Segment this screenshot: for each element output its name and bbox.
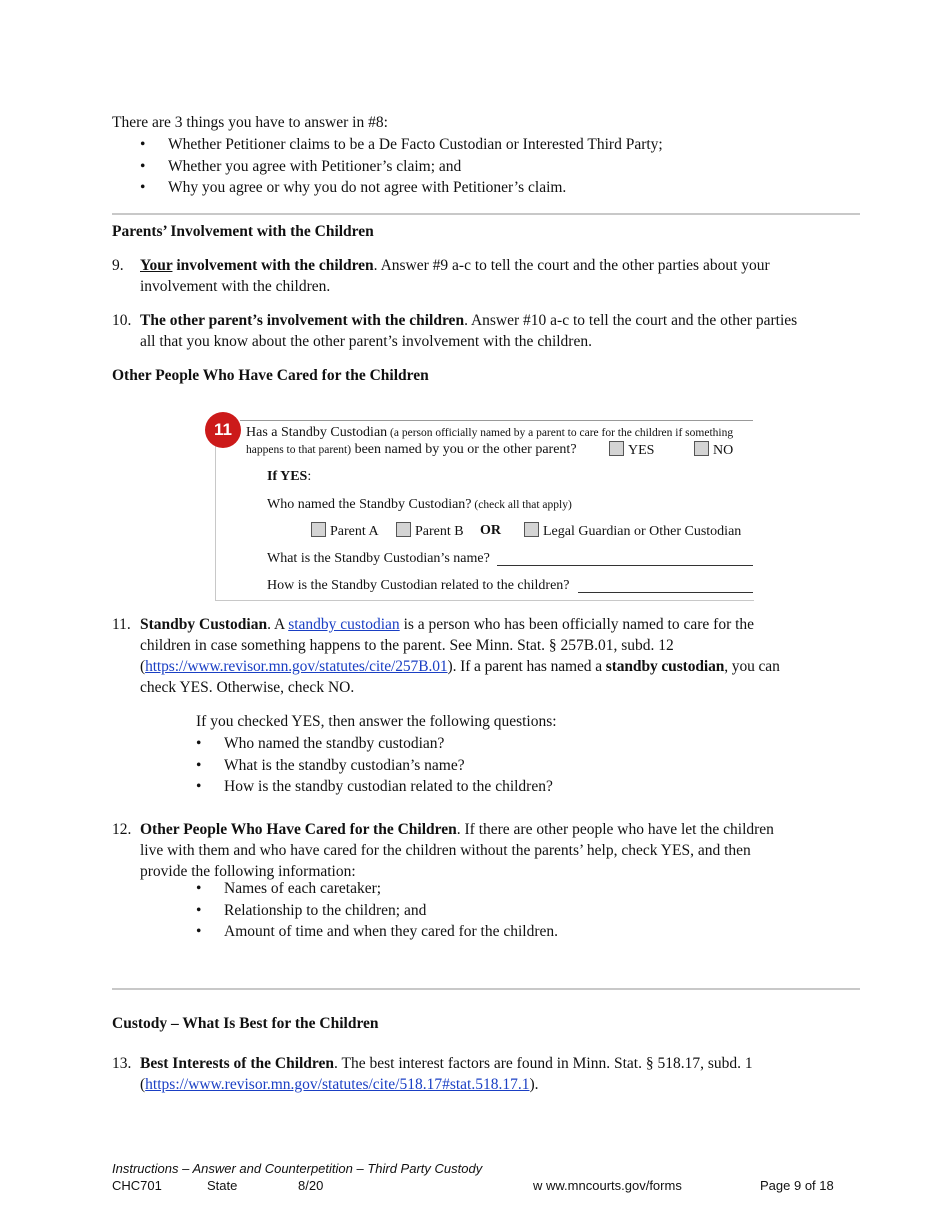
no-label: NO: [713, 443, 734, 458]
item-9-bold-underline: Your: [140, 257, 173, 274]
section-divider: [112, 213, 860, 215]
item-12-bold: Other People Who Have Cared for the Children: [140, 821, 457, 838]
item-10-text: [140, 310, 860, 352]
legal-guardian-label: Legal Guardian or Other Custodian: [543, 524, 742, 539]
list-item: • How is the standby custodian related to the children?: [196, 776, 796, 798]
footer-state: State: [207, 1178, 238, 1193]
if-yes-bold: If YES: [267, 469, 308, 484]
no-checkbox[interactable]: [694, 441, 709, 456]
parent-a-option[interactable]: [311, 522, 379, 541]
section-divider: [112, 988, 860, 990]
standby-question-line1: [246, 424, 733, 442]
item-number: 13.: [112, 1055, 132, 1072]
standby-question-end: been named by you or the other parent?: [351, 442, 577, 457]
item-12-bullet-list: [196, 878, 796, 943]
item-11-t2: is a person who has been officially named to care for the: [399, 616, 755, 633]
item-10-bold: The other parent’s involvement with the children: [140, 312, 465, 329]
standby-question-line2: [246, 441, 577, 459]
form-excerpt-top-rule: [240, 420, 753, 421]
item-number: 10.: [112, 312, 132, 329]
parent-a-label: Parent A: [330, 524, 379, 539]
item-11-line4: check YES. Otherwise, check NO.: [140, 679, 355, 696]
no-option[interactable]: [694, 441, 733, 460]
intro-bullet-list: [140, 134, 860, 199]
item-9-bold: involvement with the children: [172, 257, 374, 274]
yes-checkbox[interactable]: [609, 441, 624, 456]
legal-guardian-option[interactable]: [524, 522, 741, 541]
item-11-sub-intro: If you checked YES, then answer the following questions:: [196, 713, 557, 730]
item-13-paren-open: (: [140, 1076, 146, 1093]
parent-b-option[interactable]: [396, 522, 464, 541]
item-11-bold2: standby custodian: [605, 658, 725, 675]
standby-custodian-link[interactable]: standby custodian: [288, 616, 400, 633]
list-item: • Whether Petitioner claims to be a De Facto Custodian or Interested Third Party;: [140, 134, 860, 156]
list-item: • Whether you agree with Petitioner’s claim; and: [140, 156, 860, 178]
item-13-paren-close: ).: [529, 1076, 539, 1093]
list-item: • Relationship to the children; and: [196, 900, 796, 922]
who-named-small: (check all that apply): [471, 499, 572, 511]
section-heading-custody: Custody – What Is Best for the Children: [112, 1015, 379, 1032]
footer-date: 8/20: [298, 1178, 324, 1193]
custodian-name-question: What is the Standby Custodian’s name?: [267, 551, 490, 566]
if-yes-label: [267, 468, 311, 486]
item-10-line2: all that you know about the other parent’s involvement with the children.: [140, 333, 592, 350]
item-number: 12.: [112, 821, 132, 838]
item-9-line1: . Answer #9 a-c to tell the court and the other parties about your: [373, 257, 770, 274]
item-12-line3: provide the following information:: [140, 863, 356, 880]
custodian-relation-field[interactable]: [578, 592, 753, 593]
standby-question-small2: happens to that parent): [246, 444, 352, 456]
if-yes-colon: :: [307, 469, 312, 484]
list-item: • Names of each caretaker;: [196, 878, 796, 900]
item-11-paren-open: (: [140, 658, 146, 675]
list-item: • Why you agree or why you do not agree with Petitioner’s claim.: [140, 177, 860, 199]
item-11-t1: . A: [267, 616, 289, 633]
section-heading-parents-involvement: Parents’ Involvement with the Children: [112, 223, 374, 240]
statute-257b-link[interactable]: https://www.revisor.mn.gov/statutes/cite/257B.01: [145, 658, 448, 675]
item-11-t3: ). If a parent has named a: [447, 658, 606, 675]
section-heading-other-people: Other People Who Have Cared for the Children: [112, 367, 429, 384]
intro-text: There are 3 things you have to answer in #8:: [112, 114, 388, 131]
footer-website: w ww.mncourts.gov/forms: [533, 1178, 682, 1193]
list-item: • What is the standby custodian’s name?: [196, 755, 796, 777]
yes-option[interactable]: [609, 441, 654, 460]
item-number: 9.: [112, 257, 124, 274]
item-13-bold: Best Interests of the Children: [140, 1055, 335, 1072]
custodian-name-field[interactable]: [497, 565, 753, 566]
question-number-badge: 11: [205, 412, 241, 448]
statute-518-link[interactable]: https://www.revisor.mn.gov/statutes/cite/518.17#stat.518.17.1: [145, 1076, 530, 1093]
item-13-t1: . The best interest factors are found in Minn. Stat. § 518.17, subd. 1: [334, 1055, 753, 1072]
who-named-question: [267, 496, 572, 514]
legal-guardian-checkbox[interactable]: [524, 522, 539, 537]
item-10-line1: . Answer #10 a-c to tell the court and the other parties: [464, 312, 798, 329]
parent-b-checkbox[interactable]: [396, 522, 411, 537]
parent-b-label: Parent B: [415, 524, 464, 539]
item-13-text: [140, 1053, 860, 1095]
standby-question-main: Has a Standby Custodian: [246, 425, 388, 440]
yes-label: YES: [628, 443, 655, 458]
item-12-line2: live with them and who have cared for the children without the parents’ help, check YES, and then: [140, 842, 751, 859]
footer-form-code: CHC701: [112, 1178, 162, 1193]
parent-a-checkbox[interactable]: [311, 522, 326, 537]
standby-question-small: (a person officially named by a parent to care for the children if something: [387, 427, 734, 439]
item-11-sub-list: [196, 733, 796, 798]
item-number: 11.: [112, 616, 131, 633]
custodian-relation-question: How is the Standby Custodian related to the children?: [267, 578, 570, 593]
item-12-text: [140, 819, 860, 882]
item-9-text: [140, 255, 860, 297]
item-11-text: [140, 614, 860, 698]
or-label: OR: [480, 523, 501, 538]
list-item: • Who named the standby custodian?: [196, 733, 796, 755]
footer-page-number: Page 9 of 18: [760, 1178, 834, 1193]
item-11-bold: Standby Custodian: [140, 616, 268, 633]
item-9-line2: involvement with the children.: [140, 278, 331, 295]
list-item: • Amount of time and when they cared for the children.: [196, 921, 796, 943]
who-named-main: Who named the Standby Custodian?: [267, 497, 472, 512]
item-11-line2: children in case something happens to the parent. See Minn. Stat. § 257B.01, subd. 12: [140, 637, 674, 654]
item-11-t4: , you can: [724, 658, 780, 675]
item-12-t1: . If there are other people who have let the children: [456, 821, 774, 838]
footer-title: Instructions – Answer and Counterpetition – Third Party Custody: [112, 1161, 483, 1176]
